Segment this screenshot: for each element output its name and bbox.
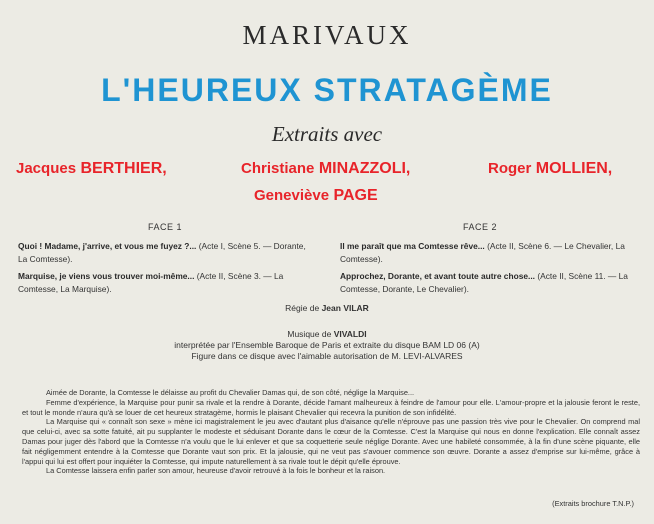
actor-berthier (16, 160, 167, 178)
regie-prefix: Régie de (285, 303, 320, 313)
actor-first-name: Christiane (241, 160, 315, 177)
musique-line (0, 329, 654, 339)
face2-track1 (340, 240, 632, 265)
track-title: Il me paraît que ma Comtesse rêve... (340, 241, 485, 251)
face1-label: FACE 1 (148, 222, 183, 232)
ensemble-line: interprétée par l'Ensemble Baroque de Paris et extraite du disque BAM LD 06 (A) (174, 340, 480, 350)
source-credit: (Extraits brochure T.N.P.) (552, 499, 634, 508)
face2-label: FACE 2 (463, 222, 498, 232)
regie-line (0, 303, 654, 313)
actor-last-name: BERTHIER, (80, 160, 167, 177)
authorisation-line: Figure dans ce disque avec l'aimable autorisation de M. LEVI-ALVARES (191, 351, 463, 361)
actor-first-name: Geneviève (254, 187, 330, 204)
summary-paragraph: La Marquise qui « connaît son sexe » mène ici magistralement le jeu avec d'autant plus d'aisance qu'elle n'éprouve pas une passion très vive pour le Chevalier. On comprend mal que celui-ci, avec sa sotte fatuité, ait pu supplanter le modeste et séduisant Dorante dans le cœur de la Comtesse. C'est la Marquise qui nous en donne l'explication. Elle connaît assez Damas pour juger dès l'abord que la Comtesse n'a voulu que le lui enlever et que sa coquetterie seule néglige Dorante. Avec une habileté consommée, à la fin d'une scène piquante, elle fait négligemment entendre à la Comtesse que Dorante vaut son prix. Et la jalousie, qui ne veut pas s'avouer commence son œuvre. Dorante a assez d'emprise sur lui-même, grâce à l'appui qui lui est offert pour inquiéter la Comtesse, qui impute naturellement à sa rivale tout le dépit qu'elle éprouve. (22, 417, 640, 466)
face2-track2 (340, 270, 632, 295)
actor-last-name: MOLLIEN, (535, 160, 613, 177)
track-info: (Acte II, Scène 11. — La Comtesse, Dorante, Le Chevalier). (340, 271, 628, 294)
track-title: Approchez, Dorante, et avant toute autre chose... (340, 271, 535, 281)
subtitle: Extraits avec (271, 122, 383, 146)
summary-paragraph: La Comtesse laissera enfin parler son amour, heureuse d'avoir retrouvé à la fois le bonheur et la raison. (46, 466, 386, 476)
summary-paragraph: Aimée de Dorante, la Comtesse le délaisse au profit du Chevalier Damas qui, de son côté, néglige la Marquise... (46, 388, 415, 397)
track-title: Quoi ! Madame, j'arrive, et vous me fuyez ?... (18, 241, 197, 251)
actor-first-name: Jacques (16, 160, 77, 177)
regie-name: Jean VILAR (321, 303, 369, 313)
actor-page (254, 187, 378, 205)
summary-text (22, 388, 640, 476)
musique-name: VIVALDI (333, 329, 367, 339)
face1-track2 (18, 270, 310, 295)
actor-first-name: Roger (488, 160, 532, 177)
actor-last-name: MINAZZOLI, (318, 160, 411, 177)
play-title: L'HEUREUX STRATAGÈME (101, 72, 553, 108)
track-info: (Acte I, Scène 5. — Dorante, La Comtesse). (18, 241, 306, 264)
track-info: (Acte II, Scène 3. — La Comtesse, La Marquise). (18, 271, 284, 294)
summary-paragraph: Femme d'expérience, la Marquise pour punir sa rivale et la rendre à Dorante, décide l'amant malheureux à feindre de l'amour pour elle. L'amour-propre et la jalousie feront le reste, et tout le monde n'aura qu'à se louer de cet heureux stratagème, hormis le plaisant Chevalier qui recevra la punition de son infidélité. (22, 397, 640, 417)
face1-track1 (18, 240, 310, 265)
track-title: Marquise, je viens vous trouver moi-même... (18, 271, 195, 281)
track-info: (Acte II, Scène 6. — Le Chevalier, La Comtesse). (340, 241, 625, 264)
actor-last-name: PAGE (333, 187, 378, 204)
musique-prefix: Musique de (287, 329, 332, 339)
author-name: MARIVAUX (242, 20, 412, 50)
actor-minazzoli (241, 160, 410, 178)
actor-mollien (488, 160, 612, 178)
